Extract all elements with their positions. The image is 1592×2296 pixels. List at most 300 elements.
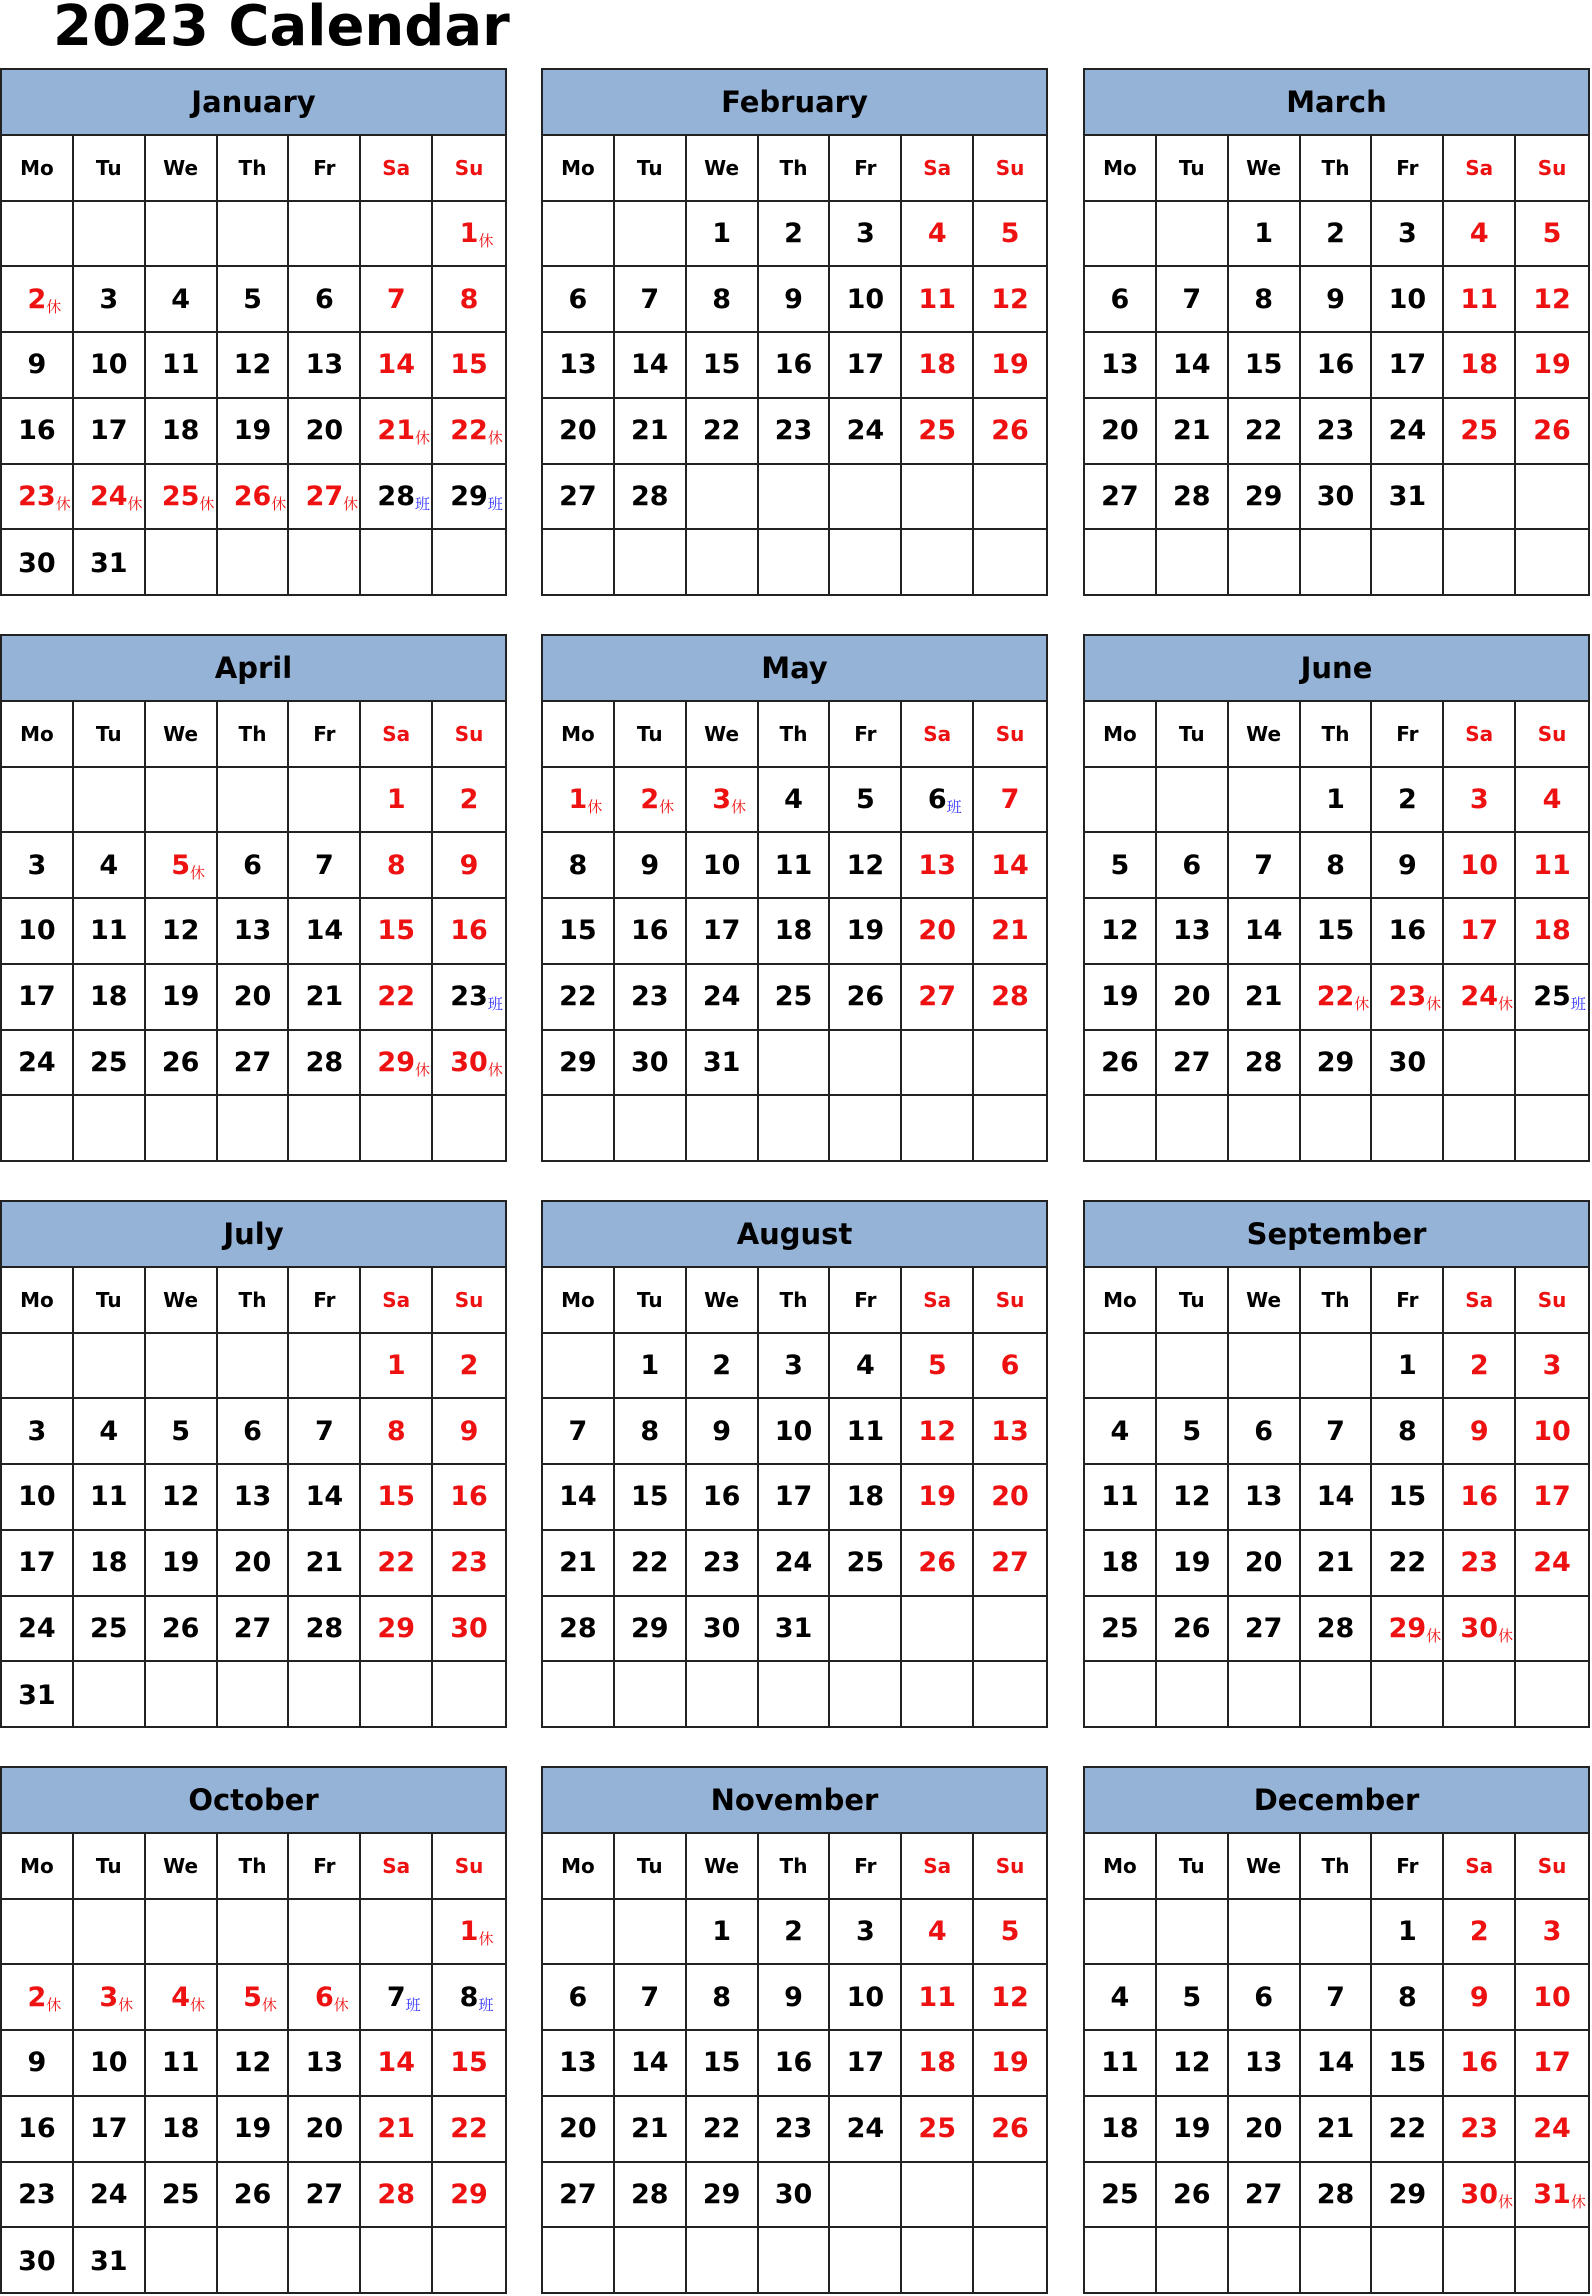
day-number: 5 xyxy=(171,1415,191,1447)
day-entry xyxy=(1173,1481,1211,1512)
day-entry xyxy=(775,2047,813,2078)
day-number: 15 xyxy=(1388,1481,1427,1513)
day-number: 13 xyxy=(559,349,597,381)
day-cell xyxy=(1444,768,1516,834)
day-cell xyxy=(433,1465,505,1531)
empty-day-cell xyxy=(1372,1096,1444,1162)
rest-day-mark: 休 xyxy=(1354,995,1370,1014)
day-cell xyxy=(830,899,902,965)
weekday-header-cell xyxy=(543,702,615,768)
day-cell xyxy=(1444,333,1516,399)
empty-day-cell xyxy=(902,1662,974,1728)
day-entry xyxy=(631,481,669,512)
day-number: 29 xyxy=(1388,1612,1427,1644)
day-entry xyxy=(631,349,669,380)
day-cell xyxy=(615,768,687,834)
day-number: 15 xyxy=(1244,349,1283,381)
empty-day-cell xyxy=(543,1334,615,1400)
day-number: 18 xyxy=(1533,915,1571,947)
weekday-header-cell xyxy=(1516,136,1588,202)
day-entry xyxy=(1460,2178,1513,2211)
day-entry xyxy=(631,1547,669,1578)
weekday-header-cell xyxy=(1516,702,1588,768)
day-cell xyxy=(2,1465,74,1531)
day-number: 11 xyxy=(774,849,813,881)
empty-day-cell xyxy=(543,1096,615,1162)
day-entry xyxy=(1460,1547,1498,1578)
empty-day-cell xyxy=(146,1900,218,1966)
weekday-label: Th xyxy=(238,1853,267,1878)
weekday-label: Fr xyxy=(1396,721,1419,746)
empty-day-cell xyxy=(1444,1662,1516,1728)
day-entry xyxy=(1389,284,1427,315)
day-cell xyxy=(1229,2031,1301,2097)
day-entry xyxy=(387,784,406,815)
empty-day-cell xyxy=(902,530,974,596)
day-number: 9 xyxy=(784,283,803,315)
day-number: 28 xyxy=(377,2178,415,2210)
day-entry xyxy=(1389,915,1427,946)
day-entry xyxy=(1326,1982,1345,2013)
day-cell xyxy=(902,1900,974,1966)
day-entry xyxy=(918,850,956,881)
day-entry xyxy=(847,1416,885,1447)
rest-day-mark: 休 xyxy=(1497,995,1513,1014)
day-cell xyxy=(1372,399,1444,465)
month-title: October xyxy=(2,1768,505,1834)
day-cell xyxy=(759,399,831,465)
day-cell xyxy=(543,1531,615,1597)
day-cell xyxy=(615,2163,687,2229)
day-number: 10 xyxy=(702,849,741,881)
empty-day-cell xyxy=(1157,202,1229,268)
empty-day-cell xyxy=(1229,768,1301,834)
empty-day-cell xyxy=(289,202,361,268)
day-cell xyxy=(289,1531,361,1597)
month-title: November xyxy=(543,1768,1046,1834)
weekday-label: Su xyxy=(1537,1853,1567,1878)
day-cell xyxy=(1516,202,1588,268)
weekday-header-cell xyxy=(218,136,290,202)
day-entry xyxy=(90,981,128,1012)
work-day-mark: 班 xyxy=(414,494,430,513)
day-entry xyxy=(1398,1916,1417,1947)
day-number: 24 xyxy=(89,480,128,512)
day-number: 6 xyxy=(1110,283,1130,315)
weekday-label: Th xyxy=(779,1287,808,1312)
day-cell xyxy=(974,1399,1046,1465)
weekday-header-cell xyxy=(2,702,74,768)
day-cell xyxy=(1372,267,1444,333)
day-cell xyxy=(902,899,974,965)
day-cell xyxy=(1516,1399,1588,1465)
weekday-label: Tu xyxy=(636,1287,663,1312)
day-number: 13 xyxy=(305,2047,344,2079)
day-entry xyxy=(450,2179,488,2210)
day-number: 19 xyxy=(233,2113,272,2145)
day-entry xyxy=(775,915,813,946)
weekday-header-cell xyxy=(74,1834,146,1900)
day-number: 15 xyxy=(1388,2047,1427,2079)
day-entry xyxy=(1317,2113,1355,2144)
day-cell xyxy=(1516,2163,1588,2229)
empty-day-cell xyxy=(974,1597,1046,1663)
day-number: 14 xyxy=(1244,915,1283,947)
day-entry xyxy=(306,2113,344,2144)
day-cell xyxy=(1301,1597,1373,1663)
day-number: 19 xyxy=(846,915,885,947)
day-entry xyxy=(18,2113,56,2144)
day-cell xyxy=(759,1399,831,1465)
day-entry xyxy=(18,548,56,579)
day-cell xyxy=(2,2031,74,2097)
empty-day-cell xyxy=(146,2228,218,2294)
day-entry xyxy=(18,1680,56,1711)
empty-day-cell xyxy=(615,530,687,596)
day-number: 9 xyxy=(784,1981,803,2013)
rest-day-mark: 休 xyxy=(343,494,359,513)
day-number: 3 xyxy=(855,218,875,250)
weekday-header-cell xyxy=(759,1268,831,1334)
day-number: 21 xyxy=(1316,1547,1355,1579)
day-entry xyxy=(234,415,272,446)
day-number: 3 xyxy=(712,784,732,816)
day-number: 3 xyxy=(1542,1350,1562,1382)
work-day-mark: 班 xyxy=(405,1995,421,2014)
day-cell xyxy=(1301,1465,1373,1531)
day-cell xyxy=(615,1399,687,1465)
day-entry xyxy=(1460,1481,1498,1512)
work-day-mark: 班 xyxy=(478,1995,494,2014)
day-entry xyxy=(1317,349,1355,380)
empty-day-cell xyxy=(1157,1662,1229,1728)
empty-day-cell xyxy=(1516,465,1588,531)
day-cell xyxy=(974,1531,1046,1597)
weekday-label: We xyxy=(163,1853,199,1878)
day-cell xyxy=(1444,1597,1516,1663)
day-number: 9 xyxy=(1469,1981,1489,2013)
day-number: 1 xyxy=(1397,1350,1417,1382)
month-grid xyxy=(2,1834,505,2294)
day-cell xyxy=(615,1031,687,1097)
day-cell xyxy=(687,2031,759,2097)
day-entry xyxy=(460,284,479,315)
day-cell xyxy=(361,399,433,465)
day-number: 25 xyxy=(1101,2178,1139,2210)
day-cell xyxy=(1229,833,1301,899)
day-number: 18 xyxy=(1460,349,1498,381)
day-number: 24 xyxy=(846,415,885,447)
empty-day-cell xyxy=(687,2228,759,2294)
weekday-header-cell xyxy=(1444,1834,1516,1900)
day-number: 14 xyxy=(1316,2047,1355,2079)
day-entry xyxy=(234,981,272,1012)
day-number: 10 xyxy=(18,915,56,947)
day-cell xyxy=(1372,1531,1444,1597)
weekday-label: Sa xyxy=(1465,155,1494,180)
day-cell xyxy=(1444,1399,1516,1465)
empty-day-cell xyxy=(615,202,687,268)
day-entry xyxy=(784,1982,803,2013)
day-entry xyxy=(1543,784,1562,815)
day-cell xyxy=(830,1531,902,1597)
empty-day-cell xyxy=(146,530,218,596)
empty-day-cell xyxy=(1157,1096,1229,1162)
day-number: 23 xyxy=(630,981,669,1013)
day-cell xyxy=(1085,1531,1157,1597)
empty-day-cell xyxy=(289,530,361,596)
day-number: 5 xyxy=(243,1981,262,2013)
day-number: 13 xyxy=(1244,1481,1283,1513)
weekday-header-cell xyxy=(361,1268,433,1334)
day-entry xyxy=(18,2246,56,2277)
day-cell xyxy=(218,1465,290,1531)
day-number: 10 xyxy=(1533,1415,1571,1447)
day-cell xyxy=(74,399,146,465)
day-number: 30 xyxy=(1460,1612,1498,1644)
day-number: 28 xyxy=(1316,1612,1355,1644)
weekday-label: Mo xyxy=(561,721,595,746)
day-cell xyxy=(74,530,146,596)
day-entry xyxy=(847,2047,885,2078)
day-entry xyxy=(1470,784,1489,815)
day-number: 18 xyxy=(918,2047,956,2079)
weekday-header-cell xyxy=(1372,1268,1444,1334)
day-cell xyxy=(218,1031,290,1097)
weekday-label: Th xyxy=(1321,1853,1350,1878)
day-cell xyxy=(615,2031,687,2097)
day-cell xyxy=(289,2097,361,2163)
day-cell xyxy=(1229,899,1301,965)
day-entry xyxy=(1254,284,1273,315)
empty-day-cell xyxy=(74,1900,146,1966)
day-entry xyxy=(18,480,71,513)
day-entry xyxy=(377,1613,415,1644)
day-number: 25 xyxy=(846,1547,885,1579)
month-grid xyxy=(543,1268,1046,1728)
day-cell xyxy=(74,465,146,531)
day-number: 24 xyxy=(1460,981,1498,1013)
day-cell xyxy=(433,399,505,465)
day-cell xyxy=(759,1531,831,1597)
day-number: 19 xyxy=(161,981,200,1013)
rest-day-mark: 休 xyxy=(1426,1626,1442,1645)
weekday-label: Su xyxy=(454,1853,484,1878)
day-number: 25 xyxy=(89,1612,128,1644)
day-number: 14 xyxy=(377,349,415,381)
day-number: 5 xyxy=(243,283,262,315)
day-number: 2 xyxy=(784,218,803,250)
weekday-label: Su xyxy=(995,721,1025,746)
day-entry xyxy=(234,1613,272,1644)
day-number: 22 xyxy=(1316,981,1355,1013)
day-cell xyxy=(1085,399,1157,465)
day-number: 26 xyxy=(991,415,1029,447)
empty-day-cell xyxy=(902,2228,974,2294)
day-number: 27 xyxy=(918,981,956,1013)
day-number: 22 xyxy=(450,415,488,447)
day-entry xyxy=(703,1047,741,1078)
empty-day-cell xyxy=(1085,530,1157,596)
day-cell xyxy=(1372,1597,1444,1663)
empty-day-cell xyxy=(1301,1662,1373,1728)
day-cell xyxy=(1301,2163,1373,2229)
day-entry xyxy=(99,1416,118,1447)
day-number: 12 xyxy=(1101,915,1139,947)
day-entry xyxy=(1245,481,1283,512)
day-cell xyxy=(2,2228,74,2294)
weekday-header-cell xyxy=(759,136,831,202)
day-cell xyxy=(1085,1965,1157,2031)
day-cell xyxy=(687,1334,759,1400)
day-cell xyxy=(2,2163,74,2229)
empty-day-cell xyxy=(902,1031,974,1097)
day-cell xyxy=(1301,965,1373,1031)
day-cell xyxy=(1372,899,1444,965)
day-cell xyxy=(1229,1597,1301,1663)
weekday-label: Su xyxy=(454,721,484,746)
day-entry xyxy=(559,981,597,1012)
day-number: 23 xyxy=(450,1547,488,1579)
day-entry xyxy=(991,1416,1029,1447)
day-entry xyxy=(847,415,885,446)
empty-day-cell xyxy=(974,530,1046,596)
empty-day-cell xyxy=(1516,1096,1588,1162)
day-entry xyxy=(703,415,741,446)
weekday-header-cell xyxy=(902,1268,974,1334)
day-cell xyxy=(687,1399,759,1465)
day-number: 29 xyxy=(1316,1046,1355,1078)
weekday-label: We xyxy=(1246,155,1282,180)
day-entry xyxy=(234,2179,272,2210)
day-entry xyxy=(305,480,359,513)
rest-day-mark: 休 xyxy=(487,1060,503,1079)
day-cell xyxy=(146,1965,218,2031)
day-entry xyxy=(460,784,479,815)
day-entry xyxy=(1101,415,1139,446)
day-cell xyxy=(146,899,218,965)
day-number: 17 xyxy=(702,915,741,947)
day-entry xyxy=(90,915,128,946)
day-entry xyxy=(928,1916,947,1947)
day-cell xyxy=(2,899,74,965)
day-cell xyxy=(361,1965,433,2031)
day-cell xyxy=(433,899,505,965)
day-cell xyxy=(687,833,759,899)
empty-day-cell xyxy=(974,1096,1046,1162)
day-entry xyxy=(234,1481,272,1512)
empty-day-cell xyxy=(1085,1900,1157,1966)
day-entry xyxy=(1533,415,1571,446)
day-number: 24 xyxy=(702,981,741,1013)
weekday-header-cell xyxy=(902,702,974,768)
rest-day-mark: 休 xyxy=(271,494,287,513)
day-number: 11 xyxy=(161,349,200,381)
day-number: 7 xyxy=(314,849,334,881)
day-entry xyxy=(1101,2179,1139,2210)
day-entry xyxy=(1388,981,1442,1014)
day-entry xyxy=(1543,218,1562,249)
day-number: 23 xyxy=(1316,415,1355,447)
day-entry xyxy=(1101,1481,1139,1512)
day-cell xyxy=(1229,1465,1301,1531)
rest-day-mark: 休 xyxy=(199,494,215,513)
weekday-label: Fr xyxy=(854,1287,877,1312)
day-cell xyxy=(1516,965,1588,1031)
day-cell xyxy=(974,399,1046,465)
empty-day-cell xyxy=(1444,2228,1516,2294)
day-number: 3 xyxy=(1469,784,1489,816)
day-cell xyxy=(1372,1965,1444,2031)
day-cell xyxy=(1372,833,1444,899)
day-entry xyxy=(450,1481,488,1512)
day-number: 5 xyxy=(1182,1415,1202,1447)
day-cell xyxy=(615,1597,687,1663)
day-number: 25 xyxy=(1101,1612,1139,1644)
day-entry xyxy=(377,981,415,1012)
day-cell xyxy=(902,2031,974,2097)
day-entry xyxy=(28,1416,47,1447)
day-entry xyxy=(775,1613,813,1644)
day-number: 3 xyxy=(855,1916,875,1948)
day-cell xyxy=(361,899,433,965)
day-entry xyxy=(162,2179,200,2210)
day-number: 10 xyxy=(89,349,128,381)
rest-day-mark: 休 xyxy=(1497,2192,1513,2211)
empty-day-cell xyxy=(830,2228,902,2294)
day-cell xyxy=(1372,2097,1444,2163)
day-cell xyxy=(1085,1465,1157,1531)
empty-day-cell xyxy=(289,1096,361,1162)
empty-day-cell xyxy=(1157,1334,1229,1400)
day-cell xyxy=(1229,202,1301,268)
day-entry xyxy=(315,1416,334,1447)
day-entry xyxy=(991,850,1029,881)
day-number: 22 xyxy=(377,981,415,1013)
empty-day-cell xyxy=(687,1096,759,1162)
weekday-label: Tu xyxy=(636,155,663,180)
day-number: 31 xyxy=(1533,2178,1571,2210)
day-number: 11 xyxy=(161,2047,200,2079)
day-number: 23 xyxy=(774,2113,813,2145)
day-cell xyxy=(1444,399,1516,465)
day-number: 21 xyxy=(630,415,669,447)
weekday-header-cell xyxy=(830,136,902,202)
day-number: 4 xyxy=(855,1350,875,1382)
month-march xyxy=(1083,68,1590,596)
day-cell xyxy=(146,2163,218,2229)
day-cell xyxy=(361,2097,433,2163)
day-number: 28 xyxy=(991,981,1029,1013)
day-cell xyxy=(1157,267,1229,333)
day-cell xyxy=(218,1531,290,1597)
day-entry xyxy=(1543,1916,1562,1947)
day-entry xyxy=(450,480,503,513)
day-entry xyxy=(162,1481,200,1512)
day-number: 27 xyxy=(305,2178,344,2210)
day-number: 8 xyxy=(568,849,588,881)
day-cell xyxy=(543,1465,615,1531)
weekday-label: Mo xyxy=(1103,1287,1137,1312)
day-cell xyxy=(1085,333,1157,399)
day-entry xyxy=(18,2179,56,2210)
day-entry xyxy=(1389,415,1427,446)
day-cell xyxy=(759,833,831,899)
day-number: 10 xyxy=(774,1415,813,1447)
day-entry xyxy=(306,415,344,446)
day-cell xyxy=(1229,2097,1301,2163)
day-cell xyxy=(218,1399,290,1465)
